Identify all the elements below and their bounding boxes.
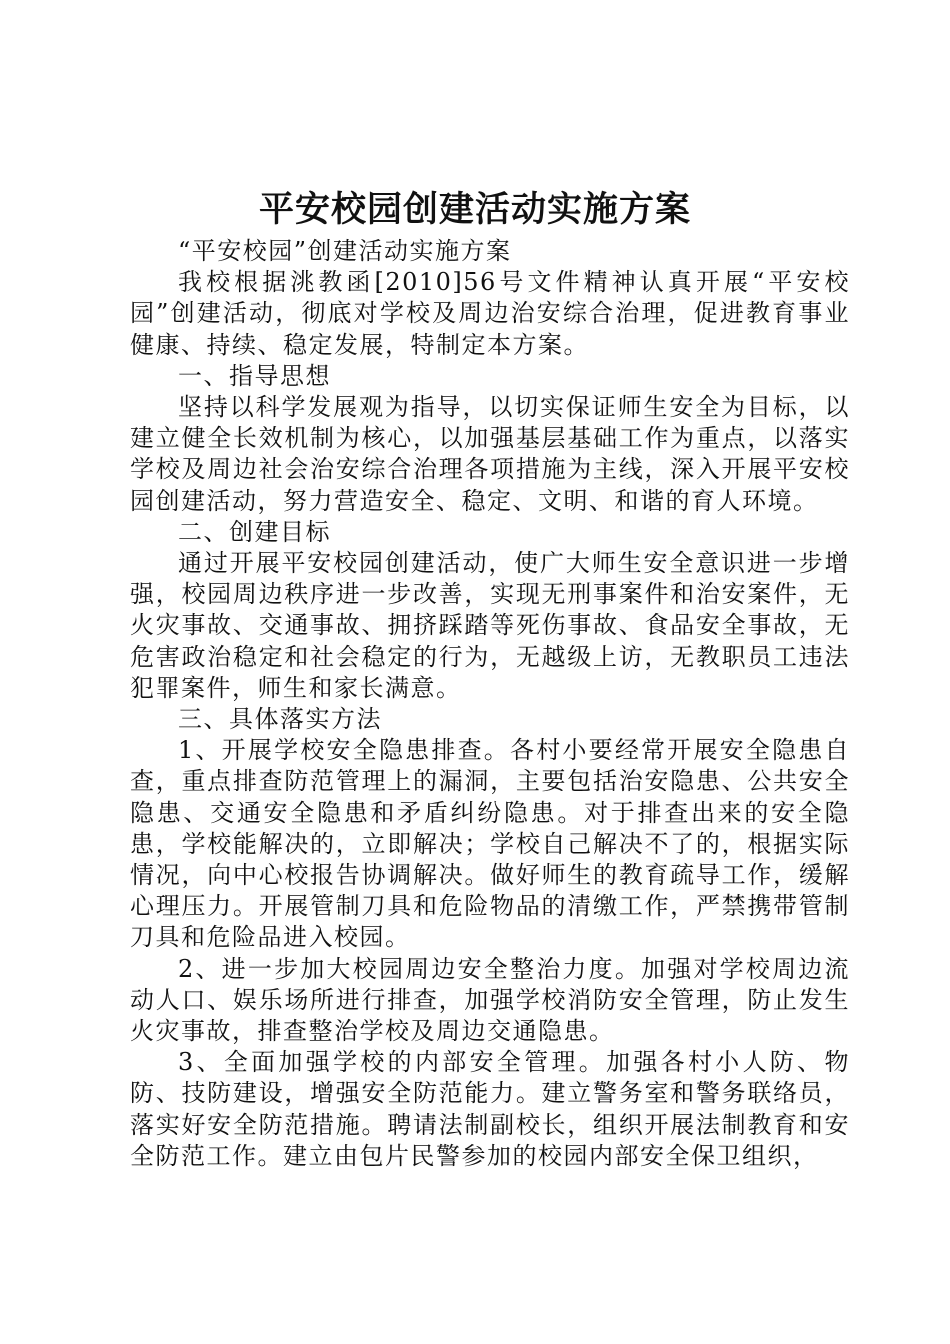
section-1-paragraph: 坚持以科学发展观为指导，以切实保证师生安全为目标，以建立健全长效机制为核心，以加强基层基础工作为重点，以落实学校及周边社会治安综合治理各项措施为主线，深入开展平安校园创建活动，努力营造安全、稳定、文明、和谐的育人环境。 <box>130 393 850 515</box>
section-3-item-2: 2、进一步加大校园周边安全整治力度。加强对学校周边流动人口、娱乐场所进行排查，加强学校消防安全管理，防止发生火灾事故，排查整治学校及周边交通隐患。 <box>130 954 850 1046</box>
document-subtitle: “平安校园”创建活动实施方案 <box>178 237 512 265</box>
section-heading-3: 三、具体落实方法 <box>178 705 382 734</box>
section-3-item-3: 3、全面加强学校的内部安全管理。加强各村小人防、物防、技防建设，增强安全防范能力。建立警务室和警务联络员，落实好安全防范措施。聘请法制副校长，组织开展法制教育和安全防范工作。建立由包片民警参加的校园内部安全保卫组织， <box>130 1048 850 1170</box>
section-heading-1: 一、指导思想 <box>178 361 331 390</box>
document-body <box>130 236 850 1172</box>
section-heading-2: 二、创建目标 <box>178 517 331 546</box>
intro-paragraph: 我校根据洮教函[2010]56号文件精神认真开展“平安校园”创建活动，彻底对学校及周边治安综合治理，促进教育事业健康、持续、稳定发展，特制定本方案。 <box>130 268 850 359</box>
section-3-item-1: 1、开展学校安全隐患排查。各村小要经常开展安全隐患自查，重点排查防范管理上的漏洞，主要包括治安隐患、公共安全隐患、交通安全隐患和矛盾纠纷隐患。对于排查出来的安全隐患，学校能解决的，立即解决；学校自己解决不了的，根据实际情况，向中心校报告协调解决。做好师生的教育疏导工作，缓解心理压力。开展管制刀具和危险物品的清缴工作，严禁携带管制刀具和危险品进入校园。 <box>130 736 850 952</box>
document-title: 平安校园创建活动实施方案 <box>258 189 691 230</box>
section-2-paragraph: 通过开展平安校园创建活动，使广大师生安全意识进一步增强，校园周边秩序进一步改善，实现无刑事案件和治安案件，无火灾事故、交通事故、拥挤踩踏等死伤事故、食品安全事故，无危害政治稳定和社会稳定的行为，无越级上访，无教职员工违法犯罪案件，师生和家长满意。 <box>130 549 850 702</box>
